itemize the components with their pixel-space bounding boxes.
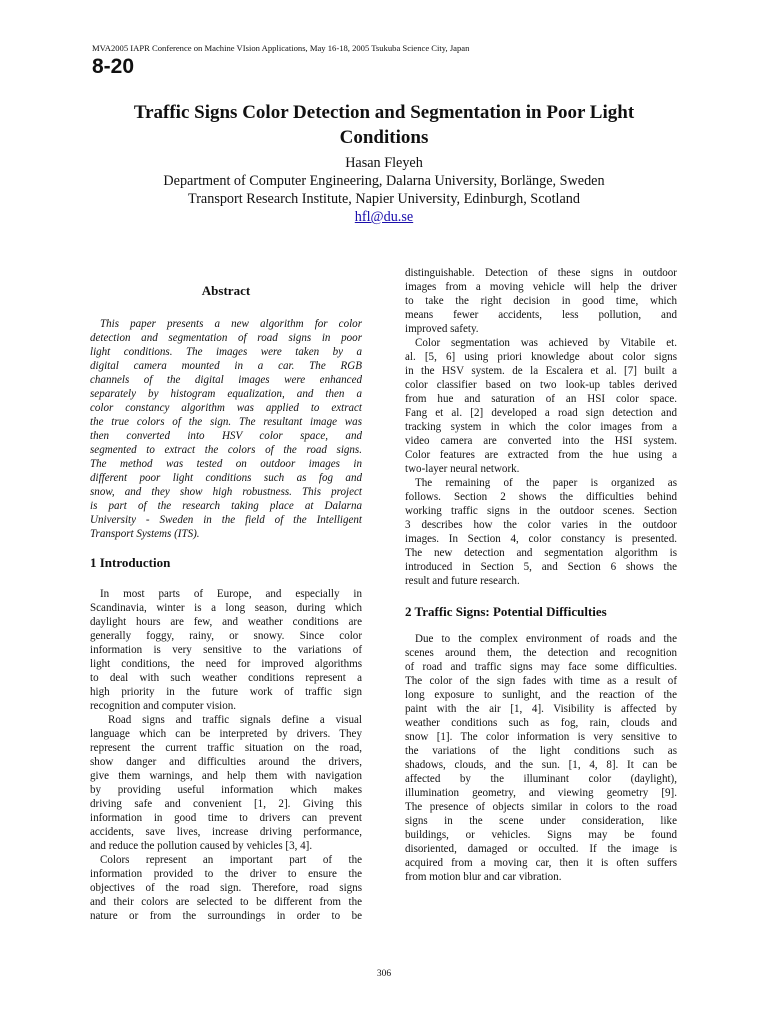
body-line: The remaining of the paper is organized as [415,477,677,489]
body-line: color classifier based on two look-up tables derived [405,379,677,391]
body-line: two-layer neural network. [405,463,520,475]
body-line: long exposure to sunlight, and the reaction of the [405,689,677,701]
page-number: 306 [376,969,392,979]
body-line: of road and traffic signs may face some difficulties. [405,661,677,673]
abstract-line: then converted into HSV color space, and [90,430,362,442]
body-line: snow [1]. The color information is very sensitive to [405,731,677,743]
conference-header: MVA2005 IAPR Conference on Machine VIsion Applications, May 16-18, 2005 Tsukuba Science City, Japan [92,43,470,53]
author-block [90,154,678,226]
introduction-body [90,587,362,923]
author-name: Hasan Fleyeh [345,155,423,171]
body-line: introduced in Section 5, and Section 6 shows the [405,561,677,573]
body-line: buildings, or vehicles. Signs may be found [405,829,677,841]
body-line: shadows, clouds, and the sun. [1, 4, 8]. It can be [405,759,677,771]
body-line: images from a moving vehicle will help the driver [405,281,677,293]
body-line: al. [5, 6] using priori knowledge about color signs [405,351,677,363]
body-line: distinguishable. Detection of these signs in outdoor [405,267,677,279]
body-line: affected by the illuminant color (daylight), [405,773,677,785]
body-line: images. In Section 4, color constancy is presented. [405,533,677,545]
body-line: video camera are converted into the HSI system. [405,435,677,447]
body-line: nature or from the surroundings in order to be [90,910,362,922]
body-line: high priority in the future work of traffic sign [90,686,362,698]
body-line: illumination geometry, and viewing geometry [9]. [405,787,677,799]
body-line: scenes around them, the detection and recognition [405,647,677,659]
body-line: Fang et al. [2] developed a road sign detection and [405,407,677,419]
body-line: working traffic signs in the outdoor scenes. Section [405,505,677,517]
body-line: and their colors are selected to be different from the [90,896,362,908]
abstract-line: digital camera mounted in a car. The RGB [90,360,362,372]
body-line: accidents, save lives, increase driving performance, [90,826,362,838]
body-line: improved safety. [405,323,479,335]
abstract-line: snow, and they show high robustness. This project [90,486,362,498]
body-line: daylight hours are few, and weather conditions are [90,616,362,628]
body-line: in the HSV system. de la Escalera et al. [7] built a [405,365,677,377]
body-line: acquired from a moving car, then it is often suffers [405,857,677,869]
body-line: to deal with such weather conditions represent a [90,672,362,684]
section-heading-traffic-signs: 2 Traffic Signs: Potential Difficulties [405,604,607,619]
abstract-line: channels of the digital images were enhanced [90,374,362,386]
body-line: means fewer accidents, less pollution, and [405,309,677,321]
abstract-line: Transport Systems (ITS). [90,528,200,540]
abstract-line: color constancy algorithm was applied to extract [90,402,362,414]
paper-number: 8-20 [92,55,135,78]
abstract-line: The method was tested on outdoor images in [90,458,362,470]
title-line: Conditions [339,127,429,148]
abstract-line: is part of the research taking place at Dalarna [90,500,362,512]
abstract-line: light conditions. The images were taken by a [90,346,362,358]
body-line: from motion blur and car vibration. [405,871,562,883]
body-line: 3 describes how the color varies in the outdoor [405,519,677,531]
affiliation: Department of Computer Engineering, Dalarna University, Borlänge, Sweden [163,173,605,189]
body-line: Due to the complex environment of roads and the [415,633,677,645]
abstract-line: University - Sweden in the field of the Intelligent [90,514,362,526]
abstract-line: the true colors of the sign. The resultant image was [90,416,362,428]
body-line: In most parts of Europe, and especially in [100,588,362,600]
abstract-line: different poor light conditions such as fog and [90,472,362,484]
author-email-link[interactable]: hfl@du.se [354,209,414,225]
body-line: Scandinavia, winter is a long season, during which [90,602,362,614]
body-line: Color features are extracted from the hue using a [405,449,677,461]
body-line: the variations of the light conditions such as [405,745,677,757]
abstract-line: segmented to extract the colors of the road signs. [90,444,362,456]
abstract-heading: Abstract [201,283,251,298]
body-line: from hue and saturation of an HSI color space. [405,393,677,405]
body-line: language which can be interpreted by drivers. They [90,728,362,740]
body-line: The new detection and segmentation algorithm is [405,547,677,559]
body-line: driving safe and convenient [1, 2]. Giving this [90,798,362,810]
section-heading-introduction: 1 Introduction [90,555,171,570]
paper-title [90,100,678,150]
abstract-line: separately by histogram equalization, and then a [90,388,362,400]
affiliation: Transport Research Institute, Napier University, Edinburgh, Scotland [188,191,580,207]
body-line: give them warnings, and help them with navigation [90,770,362,782]
body-line: information in good time to drivers can prevent [90,812,362,824]
abstract-line: detection and segmentation of road signs in poor [90,332,362,344]
abstract-line: This paper presents a new algorithm for color [100,318,362,330]
body-line: disoriented, damaged or occulted. If the image is [405,843,677,855]
introduction-continued [405,266,677,588]
body-line: paint with the air [1, 4]. Visibility is affected by [405,703,677,715]
body-line: The color of the sign fades with time as a result of [405,675,677,687]
body-line: signs in the scene under consideration, like [405,815,677,827]
body-line: information is very sensitive to the variations of [90,644,362,656]
body-line: objectives of the road sign. Therefore, road signs [90,882,362,894]
body-line: by providing useful information which makes [90,784,362,796]
body-line: follows. Section 2 shows the difficulties behind [405,491,677,503]
body-line: tracking system in which the color images from a [405,421,677,433]
body-line: to take the right decision in good time, which [405,295,677,307]
body-line: information provided to the driver to ensure the [90,868,362,880]
body-line: The presence of objects similar in colors to the road [405,801,677,813]
section2-body [405,632,677,884]
body-line: result and future research. [405,575,520,587]
body-line: weather conditions such as fog, rain, clouds and [405,717,677,729]
body-line: recognition and computer vision. [90,700,237,712]
abstract-body [90,317,362,541]
body-line: Colors represent an important part of the [100,854,362,866]
body-line: Road signs and traffic signals define a visual [108,714,362,726]
body-line: represent the current traffic situation on the road, [90,742,362,754]
body-line: generally foggy, rainy, or snowy. Since color [90,630,362,642]
body-line: show danger and difficulties around the drivers, [90,756,362,768]
body-line: light conditions, the need for improved algorithms [90,658,362,670]
body-line: and reduce the pollution caused by vehicles [3, 4]. [90,840,313,852]
body-line: Color segmentation was achieved by Vitabile et. [415,337,677,349]
title-line: Traffic Signs Color Detection and Segmentation in Poor Light [133,102,635,123]
